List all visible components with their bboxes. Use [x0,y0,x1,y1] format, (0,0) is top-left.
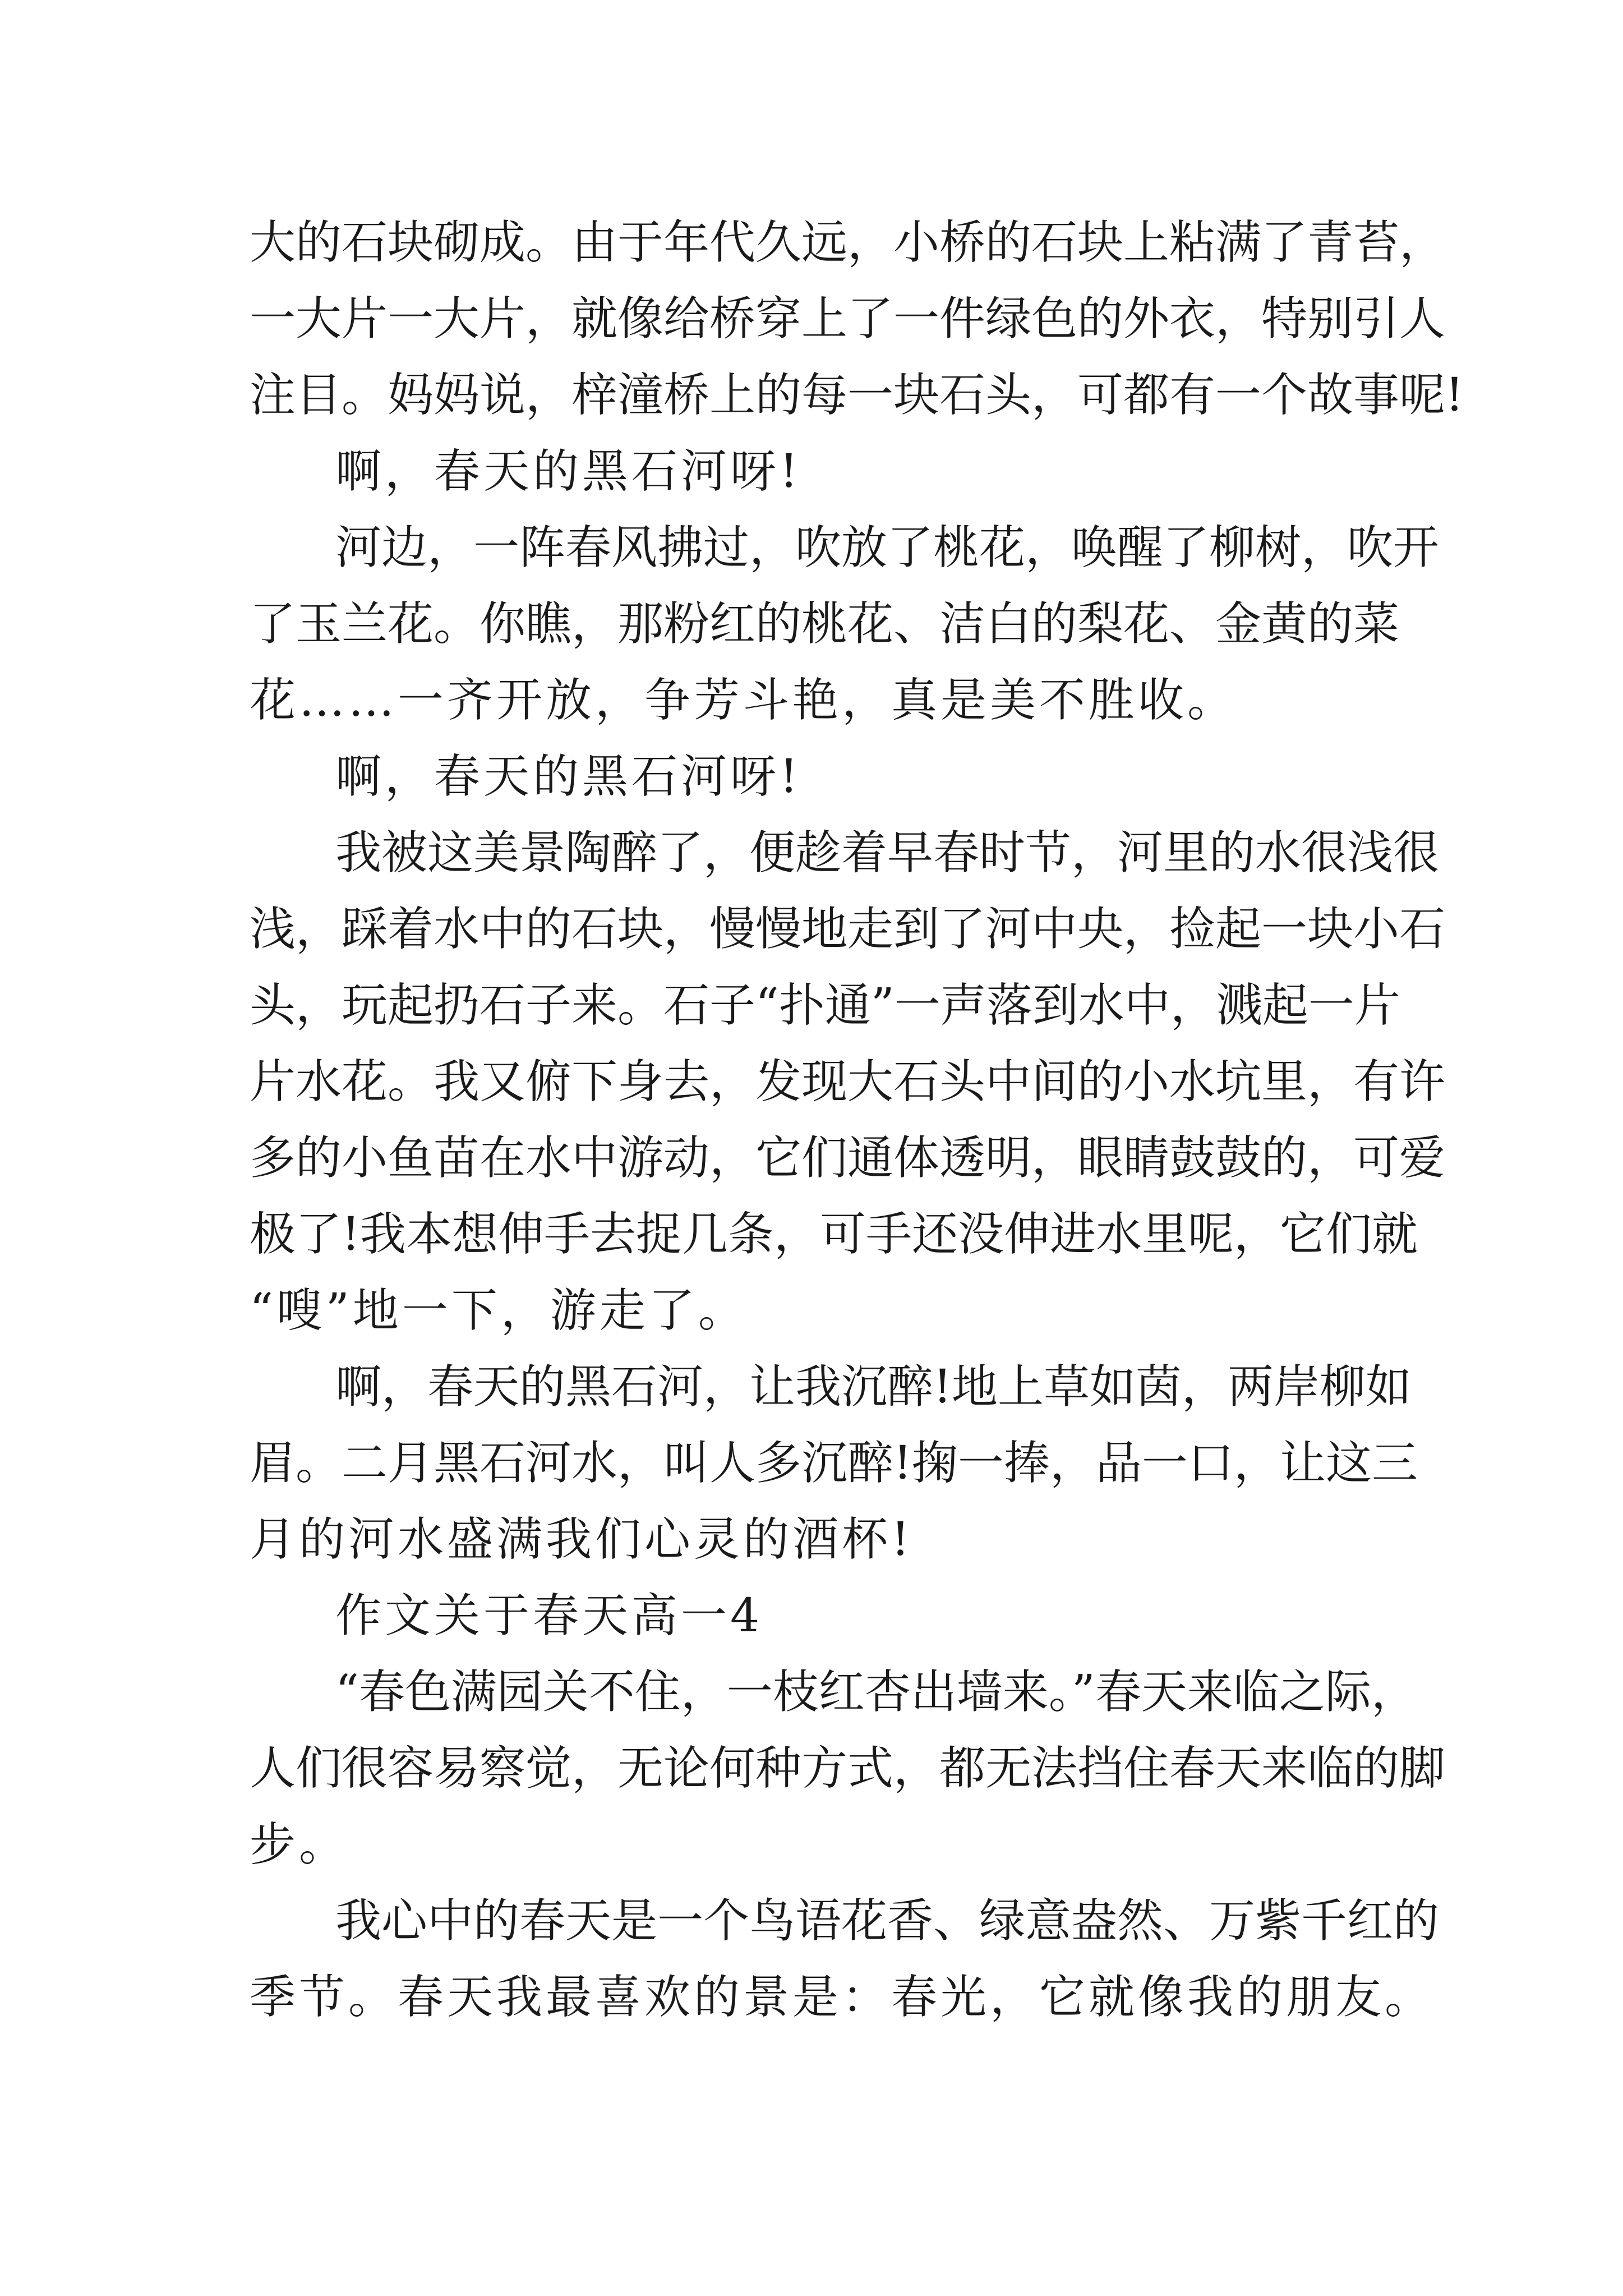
section-heading: 作文关于春天高一4 [335,1589,763,1642]
text-line: 注目。妈妈说，梓潼桥上的每一块石头，可都有一个故事呢! [250,369,1464,422]
text-line: 片水花。我又俯下身去，发现大石头中间的小水坑里，有许 [250,1055,1446,1108]
text-line: 一大片一大片，就像给桥穿上了一件绿色的外衣，特别引人 [250,292,1446,346]
text-line: 啊，春天的黑石河呀! [335,445,801,498]
text-line: 花……一齐开放，争芳斗艳，真是美不胜收。 [250,674,1237,727]
text-line: 啊，春天的黑石河呀! [335,750,801,803]
text-line: 季节。春天我最喜欢的景是：春光，它就像我的朋友。 [250,1971,1435,2024]
text-line: 河边，一阵春风拂过，吹放了桃花，唤醒了柳树，吹开 [335,521,1440,574]
text-line: 月的河水盛满我们心灵的酒杯! [250,1513,913,1566]
text-line: 啊，春天的黑石河，让我沉醉!地上草如茵，两岸柳如 [335,1360,1412,1414]
text-line: 极了!我本想伸手去捉几条，可手还没伸进水里呢，它们就 [250,1208,1418,1261]
text-line: 头，玩起扔石子来。石子“扑通”一声落到水中，溅起一片 [250,979,1400,1032]
text-line: “嗖”地一下，游走了。 [250,1284,748,1337]
text-line: 大的石块砌成。由于年代久远，小桥的石块上粘满了青苔， [250,216,1446,269]
text-line: 人们很容易察觉，无论何种方式，都无法挡住春天来临的脚 [250,1742,1446,1795]
text-line: “春色满园关不住，一枝红杏出墙来。”春天来临之际， [335,1665,1417,1719]
text-line: 浅，踩着水中的石块，慢慢地走到了河中央，捡起一块小石 [250,903,1446,956]
text-line: 我被这美景陶醉了，便趁着早春时节，河里的水很浅很 [335,826,1440,880]
text-line: 我心中的春天是一个鸟语花香、绿意盎然、万紫千红的 [335,1894,1440,1948]
text-line: 眉。二月黑石河水，叫人多沉醉!掬一捧，品一口，让这三 [250,1437,1418,1490]
text-line: 步。 [250,1818,349,1871]
text-line: 了玉兰花。你瞧，那粉红的桃花、洁白的梨花、金黄的菜 [250,597,1400,651]
text-line: 多的小鱼苗在水中游动，它们通体透明，眼睛鼓鼓的，可爱 [250,1131,1446,1185]
